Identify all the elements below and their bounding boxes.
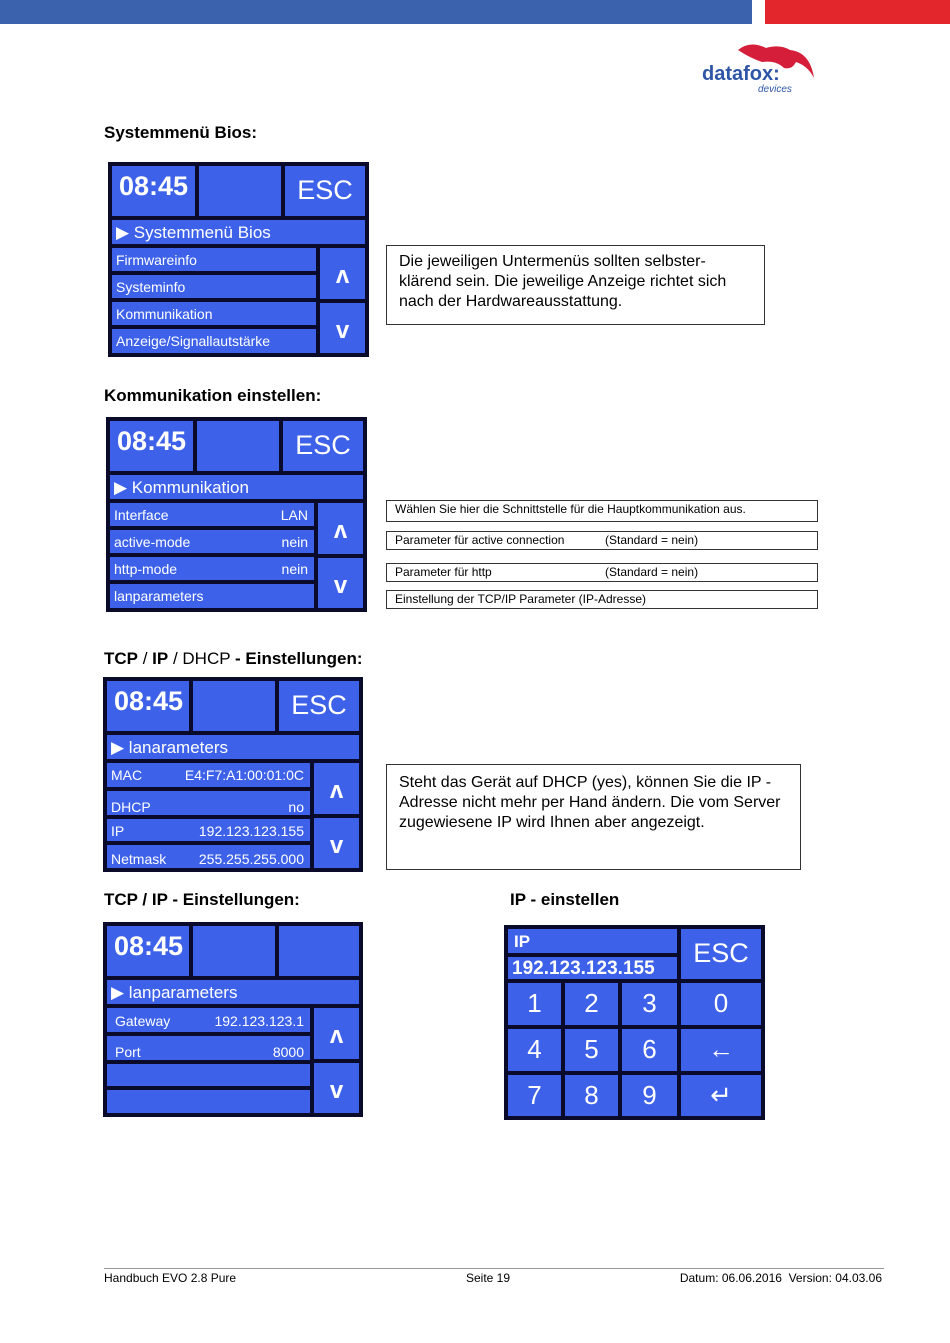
blank-cell xyxy=(191,679,277,733)
row-label: MAC xyxy=(111,767,143,783)
enter-key[interactable]: ↵ xyxy=(679,1073,763,1118)
note-dhcp: Steht das Gerät auf DHCP (yes), können Sie die IP -Adresse nicht mehr per Hand ändern. Die vom Server zugewiesene IP wird Ihnen aber angezeigt. xyxy=(386,764,801,870)
note-text: Parameter für active connection xyxy=(395,533,565,547)
row-label: Gateway xyxy=(115,1013,171,1029)
display-systemmenu xyxy=(108,162,369,357)
heading-kommunikation: Kommunikation einstellen: xyxy=(104,386,322,405)
row-dhcp[interactable] xyxy=(105,789,312,817)
menu-item-interface[interactable] xyxy=(108,501,316,528)
menu-title: ▶ Kommunikation xyxy=(108,473,365,501)
key-3[interactable]: 3 xyxy=(620,981,679,1027)
key-5[interactable]: 5 xyxy=(563,1027,620,1073)
row-label: Port xyxy=(115,1044,141,1060)
display-kommunikation xyxy=(106,417,367,612)
footer-page: Seite 19 xyxy=(466,1271,511,1285)
scroll-up-button[interactable]: ʌ xyxy=(312,1006,361,1061)
key-8[interactable]: 8 xyxy=(563,1073,620,1118)
key-6[interactable]: 6 xyxy=(620,1027,679,1073)
clock: 08:45 xyxy=(110,164,197,218)
note-lanparameters xyxy=(386,590,818,609)
display-lanparameters xyxy=(103,677,363,872)
scroll-up-button[interactable]: ʌ xyxy=(316,501,365,556)
scroll-up-button[interactable]: ʌ xyxy=(312,761,361,816)
esc-button[interactable]: ESC xyxy=(281,419,365,473)
header-bar-blue xyxy=(0,0,752,24)
row-value: 192.123.123.1 xyxy=(214,1013,304,1029)
scroll-up-button[interactable]: ʌ xyxy=(318,246,367,301)
row-label: Interface xyxy=(114,507,169,523)
key-0[interactable]: 0 xyxy=(679,981,763,1027)
row-label: IP xyxy=(111,823,125,839)
key-2[interactable]: 2 xyxy=(563,981,620,1027)
menu-item-lanparameters[interactable] xyxy=(108,582,316,610)
row-label: DHCP xyxy=(111,799,151,815)
footer-manual: Handbuch EVO 2.8 Pure xyxy=(104,1271,237,1285)
key-9[interactable]: 9 xyxy=(620,1073,679,1118)
blank-cell xyxy=(197,164,283,218)
row-empty xyxy=(105,1062,312,1088)
menu-item-anzeige[interactable]: Anzeige/Signallautstärke xyxy=(110,327,318,355)
note-text: Parameter für http xyxy=(395,565,492,579)
footer-divider xyxy=(104,1268,884,1269)
note-active-mode xyxy=(386,531,818,550)
note-interface xyxy=(386,500,818,522)
heading-part: TCP xyxy=(104,649,138,668)
clock: 08:45 xyxy=(105,679,191,733)
clock: 08:45 xyxy=(108,419,195,473)
backspace-key[interactable]: ← xyxy=(679,1027,763,1073)
key-4[interactable]: 4 xyxy=(506,1027,563,1073)
esc-button[interactable]: ESC xyxy=(283,164,367,218)
blank-cell xyxy=(277,924,361,978)
blank-cell xyxy=(191,924,277,978)
svg-text:datafox:: datafox: xyxy=(702,63,780,85)
row-value: nein xyxy=(281,534,308,550)
menu-item-kommunikation[interactable]: Kommunikation xyxy=(110,300,318,327)
heading-part: IP xyxy=(152,649,169,668)
heading-ip-einstellen: IP - einstellen xyxy=(510,890,620,909)
row-label: active-mode xyxy=(114,534,191,550)
row-value: 192.123.123.155 xyxy=(198,823,304,839)
heading-tcp-ip: TCP / IP - Einstellungen: xyxy=(104,890,300,909)
blank-cell xyxy=(195,419,281,473)
menu-title: ▶ Systemmenü Bios xyxy=(110,218,367,246)
note-http-mode xyxy=(386,563,818,582)
clock: 08:45 xyxy=(105,924,191,978)
row-value: 8000 xyxy=(272,1044,304,1060)
esc-button[interactable]: ESC xyxy=(277,679,361,733)
row-label: Netmask xyxy=(111,851,167,867)
note-text: Wählen Sie hier die Schnittstelle für die Hauptkommunikation aus. xyxy=(395,502,746,516)
heading-systemmenu: Systemmenü Bios: xyxy=(104,123,258,142)
row-value: nein xyxy=(281,561,308,577)
menu-title: ▶ lanarameters xyxy=(105,733,361,761)
heading-tcp-ip-dhcp xyxy=(104,649,363,669)
footer-date-version: Datum: 06.06.2016 Version: 04.03.06 xyxy=(679,1271,882,1285)
note-standard: (Standard = nein) xyxy=(605,533,699,547)
esc-button[interactable]: ESC xyxy=(679,927,763,981)
row-mac xyxy=(105,761,312,789)
heading-part: - Einstellungen: xyxy=(235,649,363,668)
display-ip-keypad xyxy=(504,925,765,1120)
scroll-down-button[interactable]: v xyxy=(318,301,367,355)
row-label: lanparameters xyxy=(114,588,204,604)
note-standard: (Standard = nein) xyxy=(605,565,699,579)
row-empty xyxy=(105,1088,312,1115)
row-port[interactable] xyxy=(105,1034,312,1062)
key-1[interactable]: 1 xyxy=(506,981,563,1027)
row-netmask[interactable] xyxy=(105,843,312,870)
ip-value-field[interactable]: 192.123.123.155 xyxy=(506,955,679,981)
menu-item-active-mode[interactable] xyxy=(108,528,316,555)
menu-item-systeminfo[interactable]: Systeminfo xyxy=(110,273,318,300)
row-value: LAN xyxy=(280,507,308,523)
menu-item-http-mode[interactable] xyxy=(108,555,316,582)
menu-title: ▶ lanparameters xyxy=(105,978,361,1006)
note-submenus: Die jeweiligen Untermenüs sollten selbster- klärend sein. Die jeweilige Anzeige richtet sich nach der Hardwareausstattung. xyxy=(386,245,765,325)
svg-text:devices: devices xyxy=(758,84,792,95)
row-value: E4:F7:A1:00:01:0C xyxy=(184,767,304,783)
menu-item-firmwareinfo[interactable]: Firmwareinfo xyxy=(110,246,318,273)
display-lanparameters-2 xyxy=(103,922,363,1117)
row-ip[interactable] xyxy=(105,817,312,843)
note-text: Einstellung der TCP/IP Parameter (IP-Adresse) xyxy=(395,592,646,606)
ip-label: IP xyxy=(506,927,679,955)
heading-part: / xyxy=(138,649,153,668)
scroll-down-button[interactable]: v xyxy=(312,816,361,870)
heading-part: / DHCP xyxy=(168,649,235,668)
row-label: http-mode xyxy=(114,561,178,577)
row-value: 255.255.255.000 xyxy=(198,851,304,867)
header-bar-red xyxy=(765,0,950,24)
row-value: no xyxy=(288,799,304,815)
row-gateway[interactable] xyxy=(105,1006,312,1034)
datafox-logo xyxy=(700,40,820,96)
scroll-down-button[interactable]: v xyxy=(312,1061,361,1115)
scroll-down-button[interactable]: v xyxy=(316,556,365,610)
key-7[interactable]: 7 xyxy=(506,1073,563,1118)
